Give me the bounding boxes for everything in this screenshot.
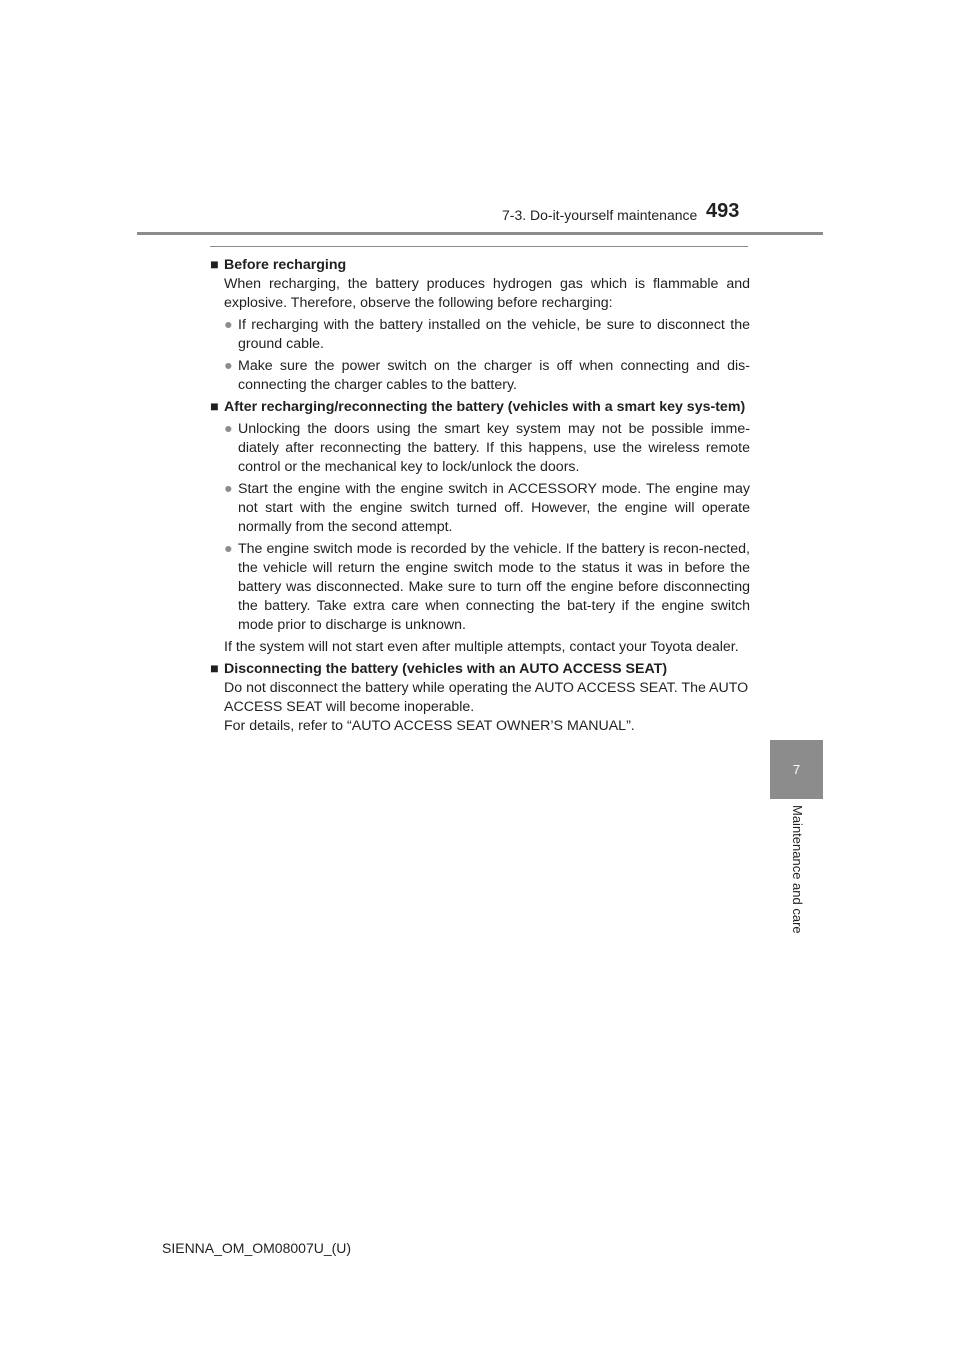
chapter-number: 7 bbox=[792, 762, 801, 777]
circle-bullet-icon: ● bbox=[224, 421, 233, 437]
page-number: 493 bbox=[706, 200, 740, 222]
list-item-text: The engine switch mode is recorded by the vehicle. If the battery is recon-nected, the vehicle will return the engine switch mode to the status it was in before the battery was disconnected. Make sure to turn off the engine before disconnecting the battery. Take extra care when connecting the bat-tery if the engine switch mode prior to discharge is unknown. bbox=[238, 541, 750, 633]
circle-bullet-icon: ● bbox=[224, 358, 233, 374]
list-item-text: Make sure the power switch on the charger is off when connecting and dis-connecting the charger cables to the battery. bbox=[238, 358, 750, 393]
circle-bullet-icon: ● bbox=[224, 481, 233, 497]
list-item bbox=[210, 357, 750, 395]
section-intro: When recharging, the battery produces hydrogen gas which is flammable and explosive. Therefore, observe the following before recharging: bbox=[224, 276, 750, 311]
header-divider bbox=[137, 232, 823, 235]
list-item bbox=[210, 480, 750, 537]
section-title: 7-3. Do-it-yourself maintenance bbox=[502, 207, 698, 223]
circle-bullet-icon: ● bbox=[224, 541, 233, 557]
heading-text: After recharging/reconnecting the battery (vehicles with a smart key sys-tem) bbox=[224, 399, 746, 415]
section-body-line: Do not disconnect the battery while operating the AUTO ACCESS SEAT. The AUTO ACCESS SEAT will become inoperable. bbox=[224, 680, 749, 715]
section-body-line: For details, refer to “AUTO ACCESS SEAT OWNER’S MANUAL”. bbox=[224, 718, 635, 734]
square-bullet-icon: ■ bbox=[210, 257, 219, 273]
main-content bbox=[210, 256, 750, 736]
list-item bbox=[210, 316, 750, 354]
chapter-tab bbox=[770, 740, 823, 799]
document-code: SIENNA_OM_OM08007U_(U) bbox=[162, 1240, 352, 1256]
square-bullet-icon: ■ bbox=[210, 661, 219, 677]
list-item bbox=[210, 540, 750, 635]
content-divider bbox=[210, 246, 748, 247]
section-heading bbox=[210, 256, 750, 275]
circle-bullet-icon: ● bbox=[224, 317, 233, 333]
list-item bbox=[210, 420, 750, 477]
section-heading bbox=[210, 398, 750, 417]
heading-text: Before recharging bbox=[224, 257, 347, 273]
list-item-text: Unlocking the doors using the smart key system may not be possible imme-diately after reconnecting the battery. If this happens, use the wireless remote control or the mechanical key to lock/unlock the doors. bbox=[238, 421, 750, 475]
square-bullet-icon: ■ bbox=[210, 399, 219, 415]
list-item-text: If recharging with the battery installed on the vehicle, be sure to disconnect the ground cable. bbox=[238, 317, 750, 352]
section-heading bbox=[210, 660, 750, 679]
list-item-text: Start the engine with the engine switch in ACCESSORY mode. The engine may not start with the engine switch turned off. However, the engine will operate normally from the second attempt. bbox=[238, 481, 750, 535]
section-outro: If the system will not start even after multiple attempts, contact your Toyota dealer. bbox=[224, 639, 739, 655]
chapter-label: Maintenance and care bbox=[790, 805, 805, 934]
heading-text: Disconnecting the battery (vehicles with an AUTO ACCESS SEAT) bbox=[224, 661, 668, 677]
chapter-label-container bbox=[790, 805, 806, 955]
